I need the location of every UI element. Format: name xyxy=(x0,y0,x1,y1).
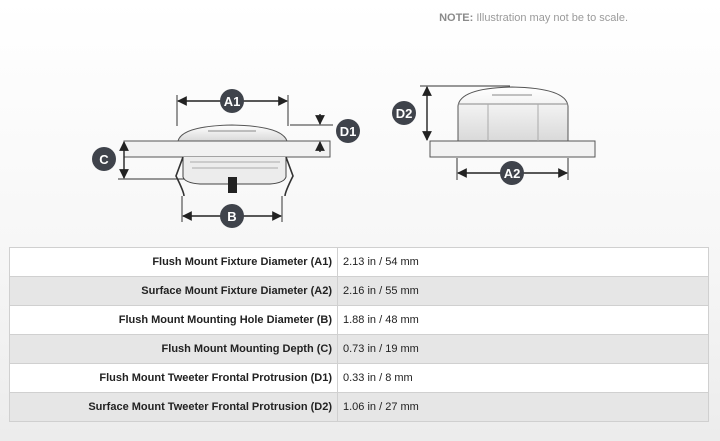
spec-value: 0.73 in / 19 mm xyxy=(338,335,709,364)
mounting-panel-right xyxy=(430,141,595,157)
wire-stem xyxy=(228,177,237,193)
spec-label: Surface Mount Tweeter Frontal Protrusion (D2) xyxy=(10,393,338,422)
table-row xyxy=(10,393,709,422)
spec-value: 0.33 in / 8 mm xyxy=(338,364,709,393)
spec-value: 2.13 in / 54 mm xyxy=(338,248,709,277)
table-row xyxy=(10,335,709,364)
note-text: Illustration may not be to scale. xyxy=(473,12,628,24)
label-d1: D1 xyxy=(339,124,357,139)
table-row xyxy=(10,248,709,277)
spec-label: Flush Mount Mounting Hole Diameter (B) xyxy=(10,306,338,335)
flush-dome xyxy=(178,125,287,141)
label-c: C xyxy=(99,152,109,167)
table-row xyxy=(10,306,709,335)
spec-label: Flush Mount Tweeter Frontal Protrusion (D1) xyxy=(10,364,338,393)
label-a2: A2 xyxy=(503,166,521,181)
dimension-b xyxy=(182,196,282,228)
dimension-a1 xyxy=(177,89,288,126)
spec-label: Flush Mount Fixture Diameter (A1) xyxy=(10,248,338,277)
dimension-a2 xyxy=(457,158,568,185)
flush-mount-illustration xyxy=(124,125,330,196)
spec-value: 1.88 in / 48 mm xyxy=(338,306,709,335)
mounting-panel-left xyxy=(124,141,330,157)
spec-label: Surface Mount Fixture Diameter (A2) xyxy=(10,277,338,306)
label-d2: D2 xyxy=(395,106,413,121)
spec-label: Flush Mount Mounting Depth (C) xyxy=(10,335,338,364)
surface-mount-illustration xyxy=(430,87,595,157)
table-row xyxy=(10,277,709,306)
spec-value: 2.16 in / 55 mm xyxy=(338,277,709,306)
label-b: B xyxy=(227,209,237,224)
spec-value: 1.06 in / 27 mm xyxy=(338,393,709,422)
specifications-table xyxy=(9,247,709,422)
table-row xyxy=(10,364,709,393)
label-a1: A1 xyxy=(223,94,241,109)
note-prefix: NOTE: xyxy=(439,12,474,24)
